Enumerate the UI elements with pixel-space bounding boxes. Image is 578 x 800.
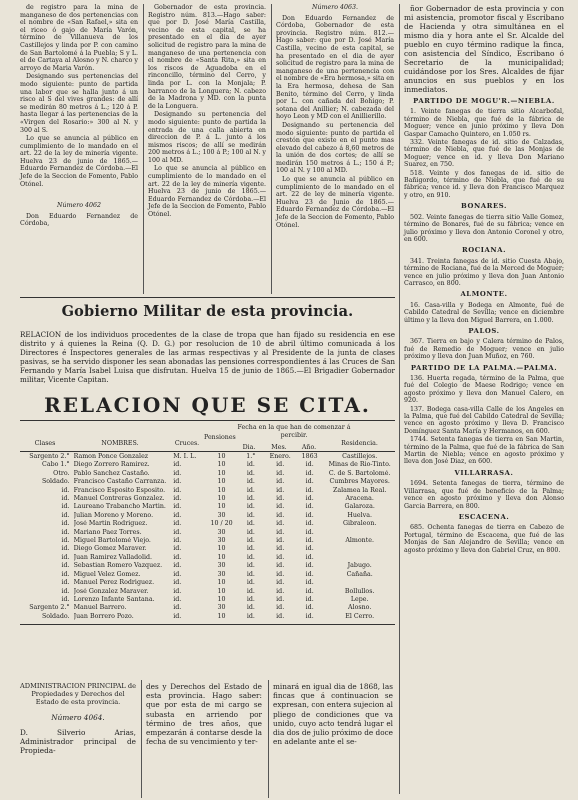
- district-title: VILLARRASA.: [454, 468, 514, 477]
- table-cell: id.: [246, 537, 255, 545]
- property-item: 1. Veinte fanegas de tierra sitio Alcarbofal, término de Niebla, que fué de la fábrica de Moguer; vence en junio próximo y lleva Don Gaspar Camacho Quintero, en 1.050 rs.: [404, 108, 564, 138]
- table-cell: Manuel Perez Rodriguez.: [73, 579, 155, 587]
- table-cell: id.: [61, 503, 70, 511]
- section-rule: [20, 297, 395, 298]
- table-cell: id.: [305, 461, 314, 469]
- table-cell: Gibraleon.: [342, 520, 377, 528]
- mine-notice-text: Designando su pertenencia del modo siguiente: punto de partida la entrada de una calla abierta en direccion de P. á L. junto á los mismos riscos; de allí se medirán 200 metros á L.; 100 á P.; 100 al N. y 100 al MD.: [148, 111, 266, 164]
- table-cell: 10: [217, 545, 226, 553]
- table-cell: Sebastian Romero Vazquez.: [73, 562, 163, 570]
- table-cell: Aracena.: [345, 495, 374, 503]
- table-cell: id.: [246, 553, 255, 561]
- table-header: Clases: [34, 440, 56, 447]
- table-cell: id.: [246, 587, 255, 595]
- table-cell: id.: [305, 511, 314, 519]
- table-cell: Francisco Castaño Carranza.: [73, 478, 167, 486]
- table-cell: id.: [173, 528, 182, 536]
- table-cell: Otro.: [53, 469, 70, 477]
- table-cell: id.: [173, 562, 182, 570]
- table-cell: id.: [173, 553, 182, 561]
- table-cell: 10: [217, 553, 226, 561]
- table-cell: Huelva.: [347, 511, 372, 519]
- table-cell: id.: [246, 579, 255, 587]
- table-cell: Diego Zorrero Ramirez.: [73, 461, 150, 469]
- table-cell: id.: [246, 570, 255, 578]
- table-cell: id.: [305, 553, 314, 561]
- table-cell: Miguel Velez Gomez.: [73, 570, 141, 578]
- table-cell: id.: [173, 520, 182, 528]
- table-row: [20, 503, 395, 511]
- table-cell: 10: [217, 486, 226, 494]
- table-cell: id.: [276, 469, 285, 477]
- table-cell: id.: [305, 495, 314, 503]
- table-cell: 30: [217, 604, 226, 612]
- table-row: [20, 613, 395, 621]
- table-cell: 10 / 20: [210, 520, 233, 528]
- table-row: [20, 487, 395, 495]
- district-title: ROCIANA.: [461, 246, 507, 255]
- table-header: Residencia.: [341, 440, 378, 447]
- table-cell: id.: [61, 520, 70, 528]
- table-header: Mes.: [271, 444, 287, 451]
- right-intro: ñor Gobernador de esta provincia y con mi asistencia, promotor fiscal y Escribano de Hacienda y otra simultánea en el mismo dia y hora ante el Sr. Alcalde del pueblo en cuyo término radique la finca, con asistencia del Síndico, Escribano ó Secretario de la municipalidad; cuidándose por los Sres. Alcaldes de fijar anuncios en sus pueblos y en los inmediatos.: [404, 4, 564, 94]
- table-cell: id.: [61, 587, 70, 595]
- table-row: [20, 537, 395, 545]
- table-cell: id.: [246, 469, 255, 477]
- table-cell: id.: [173, 604, 182, 612]
- table-cell: id.: [305, 503, 314, 511]
- table-cell: id.: [61, 495, 70, 503]
- table-cell: id.: [173, 570, 182, 578]
- table-cell: Bollullos.: [344, 587, 375, 595]
- table-cell: id.: [61, 486, 70, 494]
- property-item: 136. Huerta regada, término de la Palma, que fué del Colegio de Maese Rodrigo; vence en agosto próximo y lleva don Manuel Calero, en 920.: [404, 375, 564, 405]
- table-cell: Cañaña.: [346, 570, 373, 578]
- table-row: [20, 562, 395, 570]
- table-cell: id.: [305, 528, 314, 536]
- table-cell: 10: [217, 453, 226, 460]
- table-cell: 10: [217, 587, 226, 595]
- column-2: [148, 4, 266, 220]
- mine-notice-text: Don Eduardo Fernandez de Córdoba, Gobernador de esta provincia. Registro núm. 812.—Hago saber: que por D. José María Castilla, vecino de esta capital, se ha presentado en el dia de ayer solicitud de registro para la mina de manganeso de una pertenencia con el nombre de «Era hermosa,» sita en la Era hermosa, dehesa de San Benito, término del Cerro, y linda por L. con cañada del Bohigo; P. sotana del Anillier; N. cabezada del hoyo Leon y MD con el Anillierillo.: [276, 14, 395, 121]
- table-cell: id.: [173, 587, 182, 595]
- table-rule: [20, 420, 395, 421]
- table-cell: 10: [217, 612, 226, 620]
- table-row: [20, 579, 395, 587]
- mine-notice-text: de registro para la mina de manganeso de dos pertenencias con el nombre de «San Rafael,» sita en el riceo ó gajo de María Varón, término de Villanueva de los Castillejos y linda por P. con camino de San Bartolomé á la Puebla; S y L. el de Cartaya al Alosno y N. charco y arroyo de Maria Varón.: [20, 4, 138, 72]
- table-cell: id.: [305, 520, 314, 528]
- notice-number: Número 4064.: [51, 712, 105, 722]
- mine-notice-text: Lo que se anuncia al público en cumplimiento de lo mandado en el art. 22 de la ley de minería vigente. Huelva 23 de junio de 1865.—Eduardo Fernandez de Córdoba.—El Jefe de la Seccion de Fomento, Pablo Otónel.: [148, 165, 266, 219]
- table-cell: 10: [217, 461, 226, 469]
- district-title: PALOS.: [468, 326, 500, 335]
- table-cell: [324, 554, 395, 562]
- table-cell: 30: [217, 511, 226, 519]
- column-3: [276, 4, 394, 230]
- admin-column: [146, 682, 262, 746]
- table-cell: 30: [217, 537, 226, 545]
- table-cell: id.: [61, 579, 70, 587]
- table-cell: id.: [276, 587, 285, 595]
- table-cell: Manuel Barrero.: [73, 604, 127, 612]
- table-cell: Alosno.: [348, 604, 372, 612]
- table-cell: Soldado.: [41, 478, 70, 486]
- table-rule: [20, 624, 395, 625]
- table-cell: id.: [305, 469, 314, 477]
- table-cell: id.: [173, 478, 182, 486]
- column-divider: [268, 680, 269, 798]
- mine-notice-text: Designando sus pertenencias del modo siguiente: punto de partida una labor que se halla junto á un risco al S del vives grandes: de allí se medirán 80 metros á L.; 120 á P. hasta llegar á las pertenencias de la «Virgen del Rosario:» 300 al N. y 300 al S.: [20, 73, 138, 134]
- table-cell: id.: [246, 545, 255, 553]
- table-cell: Sargento 2.°: [29, 453, 70, 460]
- table-cell: Enero.: [269, 453, 291, 460]
- table-cell: Lepe.: [350, 595, 369, 603]
- table-row: [20, 596, 395, 604]
- table-cell: id.: [276, 495, 285, 503]
- table-cell: id.: [305, 486, 314, 494]
- column-divider: [143, 4, 144, 294]
- pension-table: [20, 453, 395, 621]
- table-cell: id.: [246, 520, 255, 528]
- table-cell: Mariano Paez Torres.: [73, 528, 142, 536]
- table-cell: id.: [246, 478, 255, 486]
- district-title: ALMONTE.: [460, 290, 508, 299]
- table-row: [20, 478, 395, 486]
- table-cell: Minas de Rio-Tinto.: [328, 461, 391, 469]
- table-cell: id.: [246, 612, 255, 620]
- table-cell: id.: [173, 469, 182, 477]
- table-cell: 1.°: [246, 453, 256, 460]
- table-cell: id.: [173, 612, 182, 620]
- table-cell: id.: [276, 503, 285, 511]
- table-cell: Francisco Esposito Esposito.: [73, 486, 166, 494]
- table-header: Pensiones: [204, 434, 236, 441]
- table-cell: 1863: [301, 453, 318, 460]
- table-header: Cruces.: [174, 440, 200, 447]
- table-cell: Juan Borrero Pozo.: [73, 612, 134, 620]
- table-cell: Miguel Bartolomé Viejo.: [73, 537, 151, 545]
- table-cell: id.: [61, 595, 70, 603]
- table-header-fecha: Fecha en la que han de comenzar á percibir.: [237, 424, 351, 439]
- table-cell: id.: [276, 537, 285, 545]
- table-cell: Lorenzo Infante Santana.: [73, 595, 155, 603]
- admin-heading: ADMINISTRACION PRINCIPAL de Propiedades y Derechos del Estado de esta provincia.: [20, 682, 136, 707]
- table-cell: id.: [61, 553, 70, 561]
- table-cell: id.: [173, 486, 182, 494]
- table-row: [20, 604, 395, 612]
- table-cell: José Martin Rodriguez.: [73, 520, 148, 528]
- table-cell: Julian Moreno y Moreno.: [73, 511, 154, 519]
- property-item: 502. Veinte fanegas de tierra sitio Valle Gomez, término de Bonares, fué de su fábrica; vence en julio próximo y lleva don Antonio Coronel y otro, en 600.: [404, 213, 564, 243]
- table-cell: id.: [305, 537, 314, 545]
- table-cell: Juan Ramirez Valladolid.: [73, 553, 153, 561]
- table-cell: 10: [217, 478, 226, 486]
- table-cell: id.: [246, 486, 255, 494]
- column-divider: [141, 680, 142, 798]
- table-cell: id.: [173, 579, 182, 587]
- table-cell: id.: [276, 562, 285, 570]
- table-header: Dia.: [242, 444, 256, 451]
- notice-number: Número 4062: [56, 202, 102, 210]
- table-cell: id.: [305, 612, 314, 620]
- table-cell: id.: [276, 461, 285, 469]
- table-cell: [324, 545, 395, 553]
- property-item: 367. Tierra en bajo y Calera término de Palos, fué de Remedio de Moguer; vence en julio próximo y lleva don Juan Muñoz, en 760.: [404, 338, 564, 361]
- table-cell: id.: [173, 461, 182, 469]
- table-cell: Cumbres Mayores.: [329, 478, 390, 486]
- table-cell: 30: [217, 528, 226, 536]
- table-cell: Manuel Contreras Gonzalez.: [73, 495, 165, 503]
- table-cell: id.: [246, 495, 255, 503]
- table-cell: id.: [276, 511, 285, 519]
- table-cell: Laureano Trabancho Martin.: [73, 503, 166, 511]
- table-row: [20, 554, 395, 562]
- table-header: NOMBRES.: [101, 440, 139, 447]
- table-cell: id.: [246, 503, 255, 511]
- table-cell: id.: [173, 545, 182, 553]
- relation-title: RELACION QUE SE CITA.: [44, 393, 371, 417]
- table-cell: id.: [276, 595, 285, 603]
- table-cell: [324, 579, 395, 587]
- table-cell: id.: [305, 545, 314, 553]
- table-cell: id.: [276, 545, 285, 553]
- table-cell: id.: [305, 478, 314, 486]
- table-cell: 10: [217, 503, 226, 511]
- table-cell: Castillejos.: [342, 453, 378, 460]
- table-cell: José Gonzalez Maraver.: [73, 587, 149, 595]
- table-cell: 10: [217, 595, 226, 603]
- table-cell: id.: [276, 553, 285, 561]
- table-cell: Diego Gomez Maraver.: [73, 545, 147, 553]
- table-cell: Sargento 2.°: [29, 604, 70, 612]
- table-row: [20, 495, 395, 503]
- table-cell: id.: [61, 570, 70, 578]
- table-cell: Ramon Ponce Gonzalez: [73, 453, 149, 460]
- right-column: [404, 4, 564, 555]
- district-title: PARTIDO DE MOGU'R.—NIEBLA.: [413, 97, 555, 105]
- table-cell: id.: [246, 511, 255, 519]
- table-cell: id.: [173, 503, 182, 511]
- table-cell: id.: [61, 545, 70, 553]
- mine-notice-text: Lo que se anuncia al público en cumplimiento de lo mandado en el art. 22 de ley de minería vigente. Huelva 23 de Junio de 1865.—Eduardo Fernandez de Córdoba.—El Jefe de la Seccion de Fomento, Pablo Otónel.: [276, 176, 394, 229]
- district-title: PARTIDO DE LA PALMA.—PALMA.: [410, 363, 558, 372]
- table-cell: id.: [246, 562, 255, 570]
- table-cell: id.: [276, 528, 285, 536]
- table-row: [20, 520, 395, 528]
- table-row: [20, 461, 395, 469]
- notice-signature: Don Eduardo Fernandez de Córdoba,: [20, 212, 138, 228]
- property-item: 685. Ochenta fanegas de tierra en Cabezo de Portugal, término de Escacena, que fué de las Monjas de San Alejandro de Sevilla; vence en agosto próximo y lleva don Gabriel Cruz, en 800.: [404, 524, 564, 554]
- table-cell: Cabo 1.°: [42, 461, 70, 469]
- table-row: [20, 571, 395, 579]
- table-cell: id.: [173, 537, 182, 545]
- table-cell: id.: [305, 595, 314, 603]
- table-cell: Jabugo.: [347, 562, 372, 570]
- table-cell: id.: [61, 528, 70, 536]
- table-cell: id.: [305, 570, 314, 578]
- column-divider: [271, 4, 272, 294]
- table-cell: id.: [246, 595, 255, 603]
- table-cell: id.: [276, 520, 285, 528]
- table-cell: id.: [305, 579, 314, 587]
- table-cell: id.: [246, 528, 255, 536]
- admin-column: [273, 682, 393, 746]
- table-cell: Galaroza.: [344, 503, 375, 511]
- table-cell: id.: [173, 511, 182, 519]
- table-cell: id.: [305, 587, 314, 595]
- table-cell: 30: [217, 570, 226, 578]
- admin-column: [20, 682, 136, 755]
- table-row: [20, 512, 395, 520]
- property-item: 1744. Setenta fanegas de tierra en San Martin, término de la Palma, que fué de la fábrica de San Martin de Niebla; vence en agosto próximo y lleva don José Diaz, en 600.: [404, 436, 564, 466]
- district-title: BONARES.: [461, 202, 507, 211]
- table-cell: 10: [217, 469, 226, 477]
- table-cell: id.: [61, 511, 70, 519]
- mine-notice-text: Gobernador de esta provincia. Registro núm. 813.—Hago saber: que por D. José María Castilla, vecino de esta capital, se ha presentado en el dia de ayer solicitud de registro para la mina de manganeso de una pertenencia con el nombre de «Santa Rita,» sita en los riscos de Aguadoba en el rinconcillo, término del Cerro, y linda por L. con la Monjala; P. barranco de la Longuera; N. cabezo de la Madrona y MD. con la punta de la Longuera.: [148, 4, 266, 110]
- table-row: [20, 545, 395, 553]
- table-cell: id.: [61, 537, 70, 545]
- property-item: 137. Bodega casa-villa Calle de los Angeles en la Palma, que fué del Cabildo Catedral de Sevilla; vence en agosto próximo y lleva D. Francisco Domínguez Santa María y Hermanos, en 600.: [404, 405, 564, 435]
- table-cell: id.: [276, 570, 285, 578]
- table-cell: id.: [276, 478, 285, 486]
- table-cell: id.: [276, 612, 285, 620]
- military-intro: RELACION de los individuos procedentes de la clase de tropa que han fijado su residencia en ese distrito y á quienes la Reina (Q. D. G.) por resolucion de 10 de abril último comunicada á los Directores é Inspectores generales de las armas respectivas y al Presidente de la junta de clases pasivas, se ha servido disponer les sean abonadas las pensiones correspondientes á las Cruces de San Fernando y María Isabel Luisa que disfrutan. Huelva 15 de junio de 1865.—El Brigadier Gobernador militar, Vicente Capitan.: [20, 330, 395, 384]
- table-cell: Zalamea la Real.: [333, 486, 387, 494]
- table-cell: id.: [276, 486, 285, 494]
- property-item: 341. Treinta fanegas de id. sitio Cuesta Abajo, término de Rociana, fué de la Merced de Moguer; vence en julio próximo y lleva don Juan Antonio Carrasco, en 800.: [404, 257, 564, 287]
- table-cell: id.: [246, 461, 255, 469]
- table-cell: id.: [173, 595, 182, 603]
- district-title: ESCACENA.: [458, 512, 510, 521]
- table-cell: id.: [61, 562, 70, 570]
- property-item: 518. Veinte y dos fanegas de id. sitio de Bañigordo, término de Niebla, que fué de su fábrica; vence id. y lleva don Francisco Marquez y otro, en 910.: [404, 169, 564, 199]
- table-rule: [20, 451, 395, 452]
- table-row: [20, 453, 395, 461]
- admin-text: des y Derechos del Estado de esta provincia. Hago saber: que por esta de mi cargo se subasta en arriendo por término de tres años, que empezarán á contarse desde la fecha de su vencimiento y ter-: [146, 682, 262, 747]
- table-cell: El Cerro.: [345, 612, 375, 620]
- table-cell: id.: [305, 562, 314, 570]
- notice-number: Número 4063.: [311, 4, 359, 11]
- table-cell: [324, 529, 395, 537]
- table-cell: id.: [276, 579, 285, 587]
- mine-notice-text: Designando su pertenencia del modo siguiente: punto de partida el crestón que existe en el punto mas elevado del cabezo á 8,60 metros de la unión de dos cortes; de allí se medirán 150 metros á L.; 150 á P.; 100 al N. y 100 al MD.: [276, 121, 394, 175]
- table-cell: Almonte.: [345, 537, 374, 545]
- table-cell: id.: [246, 604, 255, 612]
- table-row: [20, 529, 395, 537]
- section-heading: Gobierno Militar de esta provincia.: [61, 303, 354, 320]
- property-item: 16. Casa-villa y Bodega en Almonte, fué de Cabildo Catedral de Sevilla; vence en diciembre último y la lleva don Miguel Barrera, en 1.000.: [404, 301, 564, 324]
- table-cell: Pablo Sanchez Castaño.: [73, 469, 150, 477]
- table-cell: id.: [276, 604, 285, 612]
- table-row: [20, 470, 395, 478]
- table-row: [20, 588, 395, 596]
- property-item: 1694. Setenta fanegas de tierra, término de Villarrasa, que fué de beneficio de la Palma; vence en agosto próximo y lleva don Alonso Garcia Barrera, en 800.: [404, 480, 564, 510]
- table-cell: id.: [173, 495, 182, 503]
- table-cell: 30: [217, 562, 226, 570]
- column-divider: [399, 4, 400, 794]
- admin-text: minará en igual dia de 1868, las fincas que á continuacion se expresan, con entera sujecion al pliego de condiciones que va unido, cuyo acto tendrá lugar el dia dos de julio próximo de doce en adelante ante el se-: [273, 682, 393, 747]
- table-cell: C. de S. Bartolomé.: [328, 469, 391, 477]
- table-cell: 10: [217, 495, 226, 503]
- column-1: [20, 4, 138, 229]
- mine-notice-text: Lo que se anuncia al público en cumplimiento de lo mandado en el art. 22 de la ley de minería vigente. Huelva 23 de junio de 1865.—Eduardo Fernandez de Córdoba.—El Jefe de la Seccion de Fomento, Pablo Otónel.: [20, 135, 138, 188]
- property-item: 332. Veinte fanegas de id. sitio de Calzadas, término de Niebla, que fué de las Monjas de Moguer; vence en id. y lleva Don Mariano Suarez, en 750.: [404, 139, 564, 169]
- table-cell: id.: [305, 604, 314, 612]
- table-cell: Soldado.: [41, 612, 70, 620]
- table-cell: M. I. L.: [173, 453, 197, 460]
- table-cell: 10: [217, 579, 226, 587]
- table-header: Año.: [301, 444, 317, 451]
- admin-text: D. Silverio Arias, Administrador principal de Propieda-: [20, 727, 136, 756]
